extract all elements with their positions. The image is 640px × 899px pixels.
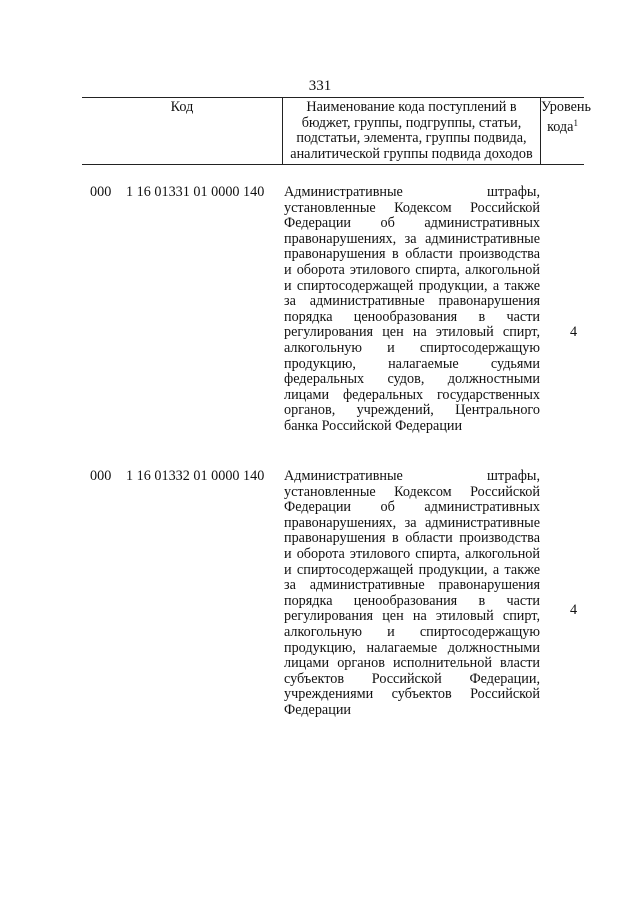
- header-level: [541, 98, 591, 164]
- header-level-label: Уровень кода: [541, 99, 591, 135]
- header-name: Наименование кода поступлений в бюджет, группы, подгруппы, статьи, подстатьи, элемента, группы подвида, аналитической группы подвида доходов: [282, 98, 541, 164]
- revenue-code: 1 16 01332 01 0000 140: [126, 468, 265, 484]
- revenue-code: 1 16 01331 01 0000 140: [126, 184, 265, 200]
- revenue-description: Административные штрафы, установленные Кодексом Российской Федерации об административных правонарушениях, за административные правонарушения в области производства и оборота этилового спирта, алкогольной и спиртосодержащей продукции, а также за административные правонарушения порядка ценообразования в части регулирования цен на этиловый спирт, алкогольную и спиртосодержащую продукцию, налагаемые судьями федеральных судов, должностными лицами федеральных государственных органов, учреждений, Центрального банка Российской Федерации: [284, 184, 540, 434]
- header-code: Код: [170, 99, 194, 115]
- code-level: 4: [570, 324, 578, 340]
- table-header: [82, 97, 591, 165]
- page-number: 331: [308, 78, 332, 94]
- admin-code: 000: [90, 468, 112, 484]
- code-level: 4: [570, 602, 578, 618]
- revenue-description: Административные штрафы, установленные Кодексом Российской Федерации об административных правонарушениях, за административные правонарушения в области производства и оборота этилового спирта, алкогольной и спиртосодержащей продукции, а также за административные правонарушения порядка ценообразования в части регулирования цен на этиловый спирт, алкогольную и спиртосодержащую продукцию, налагаемые должностными лицами органов исполнительной власти субъектов Российской Федерации, учреждениями субъектов Российской Федерации: [284, 468, 540, 718]
- admin-code: 000: [90, 184, 112, 200]
- footnote-marker: 1: [573, 117, 578, 128]
